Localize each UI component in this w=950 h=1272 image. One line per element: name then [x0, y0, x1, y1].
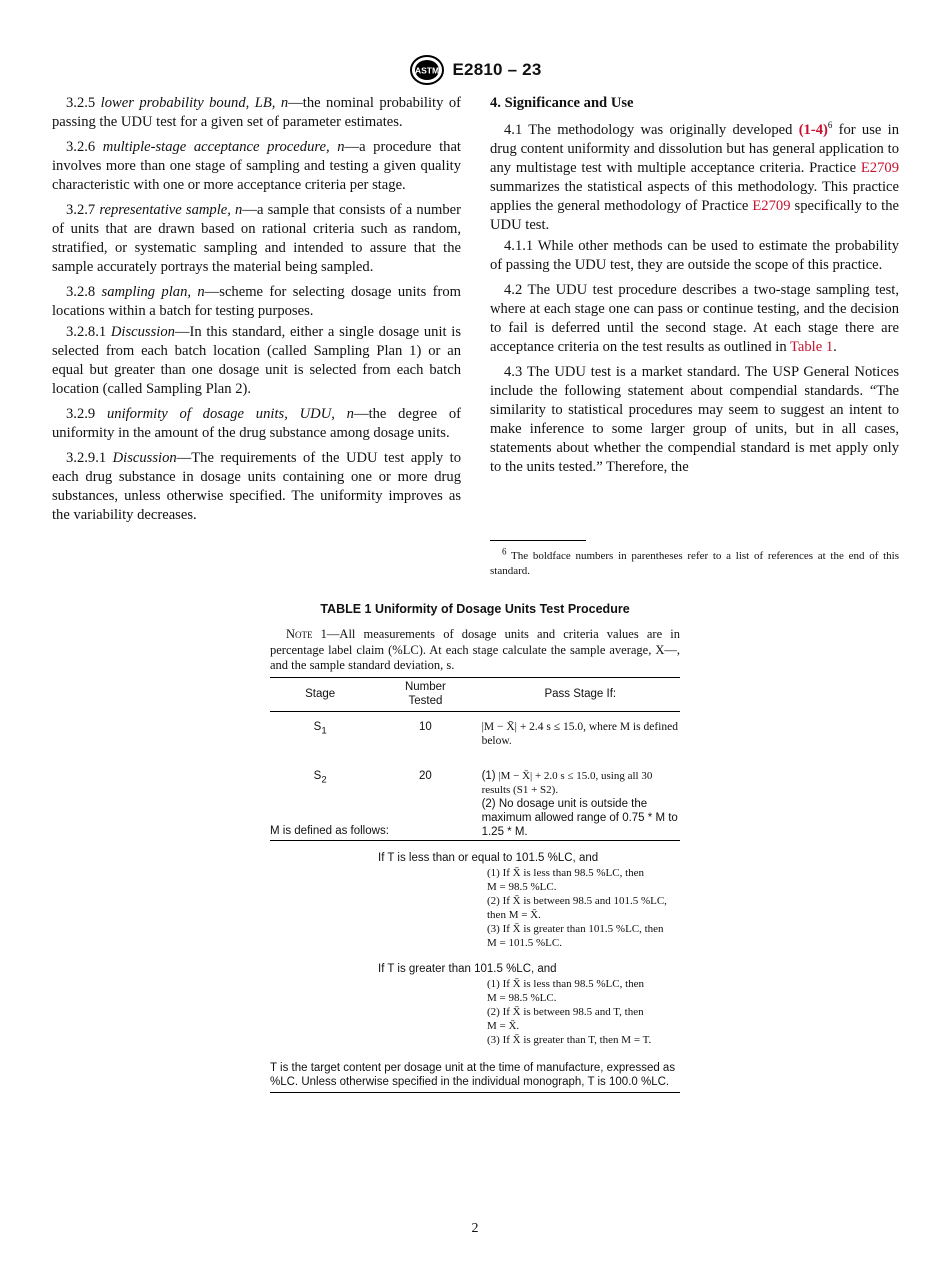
para-4-2: 4.2 The UDU test procedure describes a two-stage sampling test, where at each stage one can pass or continue testing, and the decision to fail is deferred until the second stage. At each stage there are acceptance criteria on the test results as outlined in Table 1.: [490, 282, 899, 355]
criteria-cell: (1) |M − X̄| + 2.0 s ≤ 15.0, using all 30 results (S1 + S2). (2) No dosage unit is outside the maximum allowed range of 0.75 * M to 1.25 * M.: [481, 749, 680, 841]
number-cell: 10: [419, 721, 432, 733]
right-column: [490, 94, 899, 483]
para-3-2-8-1: 3.2.8.1 Discussion—In this standard, either a single dosage unit is selected from each batch location (called Sampling Plan 1) or an equal but greater than one dosage unit is selected from each batch location (called Sampling Plan 2).: [52, 324, 461, 397]
condition-2: If T is greater than 101.5 %LC, and: [378, 963, 557, 975]
condition-1-cases: (1) If X̄ is less than 98.5 %LC, then M = 98.5 %LC. (2) If X̄ is between 98.5 and 101.5 %LC, then M = X̄. (3) If X̄ is greater than 101.5 %LC, then M = 101.5 %LC.: [487, 867, 667, 949]
m-definition-label: M is defined as follows:: [270, 825, 389, 837]
para-3-2-6: 3.2.6 multiple-stage acceptance procedure, n—a procedure that involves more than one stage of sampling and testing a given quality characteristic with one or more acceptance criteria per stage.: [52, 139, 461, 193]
para-3-2-9-1: 3.2.9.1 Discussion—The requirements of the UDU test apply to each drug substance in dosage units containing one or more drug substances, unless otherwise specified. The uniformity improves as the variability decreases.: [52, 450, 461, 523]
criteria-cell: |M − X̄| + 2.4 s ≤ 15.0, where M is defined below.: [481, 721, 678, 747]
footnote: $^6$ The boldface numbers in parentheses refer to a list of references at the end of this standard.: [490, 546, 899, 577]
reference-link[interactable]: (1-4): [798, 122, 828, 138]
table-title: TABLE 1 Uniformity of Dosage Units Test Procedure: [320, 602, 630, 616]
condition-2-cases: (1) If X̄ is less than 98.5 %LC, then M = 98.5 %LC. (2) If X̄ is between 98.5 and T, then M = X̄. (3) If X̄ is greater than T, then M = T.: [487, 978, 652, 1046]
condition-1: If T is less than or equal to 101.5 %LC, and: [378, 852, 599, 864]
para-3-2-8: 3.2.8 sampling plan, n—scheme for selecting dosage units from locations within a batch for testing purposes.: [52, 284, 461, 319]
para-3-2-9: 3.2.9 uniformity of dosage units, UDU, n—the degree of uniformity in the amount of the drug substance among dosage units.: [52, 406, 461, 441]
header-number-tested: Number Tested: [370, 678, 480, 712]
stage-cell: $S_1$: [313, 721, 327, 737]
number-cell: 20: [370, 749, 480, 841]
table1-link[interactable]: Table 1: [790, 339, 834, 355]
designation: E2810 – 23: [452, 60, 542, 79]
table-row: [270, 712, 680, 750]
e2709-link-2[interactable]: E2709: [752, 198, 791, 214]
para-3-2-7: 3.2.7 representative sample, n—a sample that consists of a number of units that are drawn based on rational criteria such as random, stratified, or systematic sampling and intended to assure that the sample accurately portrays the material being sampled.: [52, 202, 461, 275]
left-column: [52, 94, 461, 531]
astm-logo-icon: [409, 54, 445, 86]
para-3-2-5: 3.2.5 lower probability bound, LB, n—the nominal probability of passing the UDU test for a given set of parameter estimates.: [52, 95, 461, 130]
e2709-link[interactable]: E2709: [860, 160, 899, 176]
table-note: Note 1—All measurements of dosage units and criteria values are in percentage label claim (%LC). At each stage calculate the sample average, X—, and the sample standard deviation, s.: [270, 627, 680, 672]
page-header: [0, 54, 950, 91]
t-definition: T is the target content per dosage unit at the time of manufacture, expressed as %LC. Unless otherwise specified in the individual monograph, T is 100.0 %LC.: [270, 1061, 680, 1093]
para-4-1: 4.1 The methodology was originally developed $(1-4)^6$ for use in drug content uniformity and dissolution but has general application to any multistage test with multiple acceptance criteria. Practice E2709 summarizes the statistical aspects of this methodology. This practice applies the general methodology of Practice E2709 specifically to the UDU test.: [490, 120, 899, 233]
para-4-1-1: 4.1.1 While other methods can be used to estimate the probability of passing the UDU test, they are outside the scope of this practice.: [490, 238, 899, 273]
header-stage: Stage: [270, 678, 370, 712]
udu-test-table: [270, 677, 680, 841]
stage-cell: $S_2$: [270, 749, 370, 841]
svg-text:ASTM: ASTM: [414, 65, 439, 76]
section-heading: 4. Significance and Use: [490, 95, 634, 111]
page-number: 2: [471, 1221, 479, 1236]
header-pass-stage: Pass Stage If:: [481, 678, 680, 712]
para-4-3: 4.3 The UDU test is a market standard. The USP General Notices include the following statement about compendial standards. “The similarity to statistical procedures may seem to suggest an intent to make inference to some larger group of units, but in all cases, statements about whether the compendial standard is met apply only to the units tested.” Therefore, the: [490, 364, 899, 475]
footnote-divider: [490, 540, 586, 541]
